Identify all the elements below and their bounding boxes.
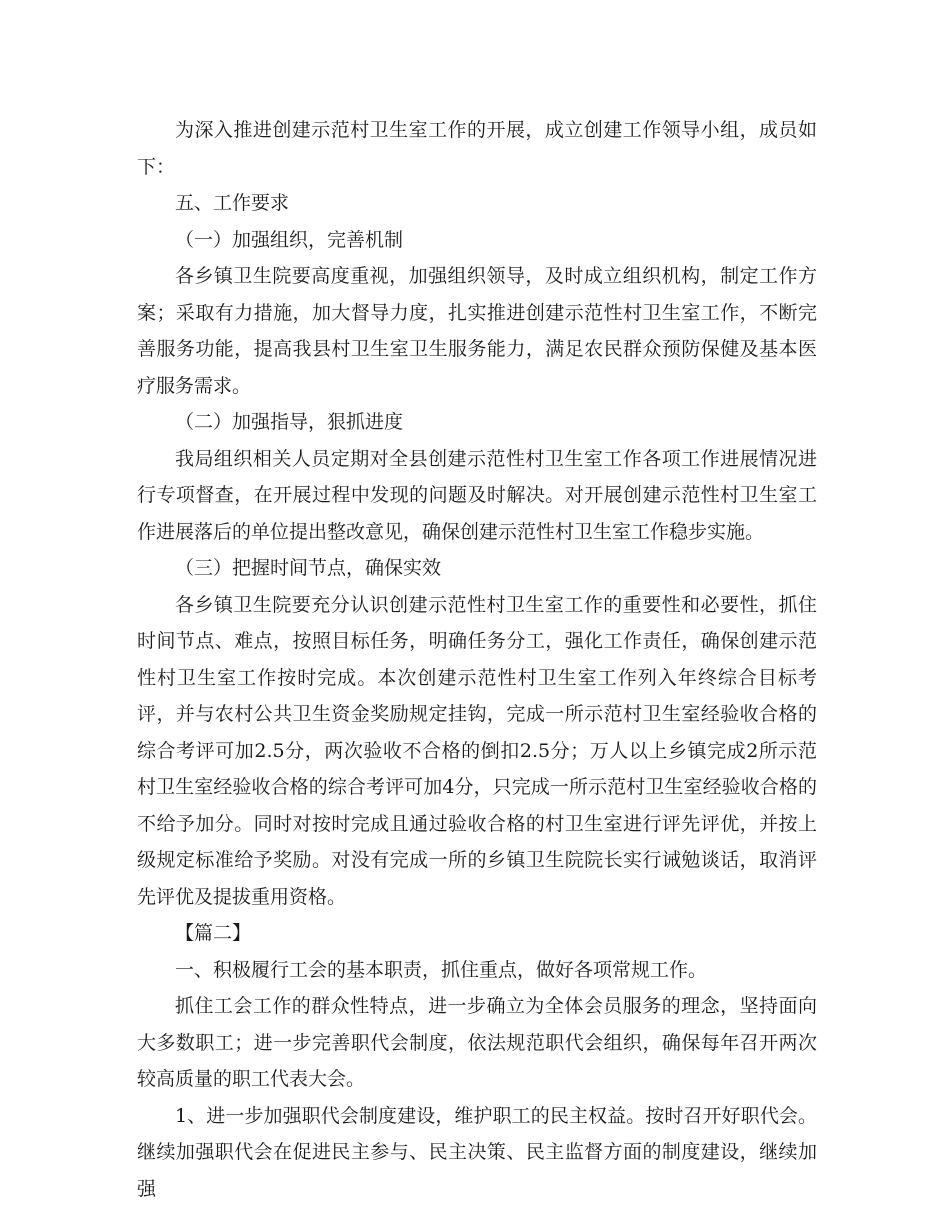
subheading-organization: （一）加强组织，完善机制 <box>175 228 404 251</box>
paragraph-intro: 为深入推进创建示范村卫生室工作的开展，成立创建工作领导小组，成员如下： <box>137 119 817 178</box>
section-marker-part-two: 【篇二】 <box>175 922 252 944</box>
section-heading-work-requirements: 五、工作要求 <box>175 192 290 214</box>
section-heading-union-duties: 一、积极履行工会的基本职责，抓住重点，做好各项常规工作。 <box>175 958 708 981</box>
document-body <box>137 112 817 1207</box>
paragraph-union-duties: 抓住工会工作的群众性特点，进一步确立为全体会员服务的理念，坚持面向大多数职工；进一步完善职代会制度，依法规范职代会组织，确保每年召开两次较高质量的职工代表大会。 <box>137 995 817 1090</box>
subheading-guidance: （二）加强指导，狠抓进度 <box>175 411 404 433</box>
paragraph-timeline: 各乡镇卫生院要充分认识创建示范性村卫生室工作的重要性和必要性，抓住时间节点、难点，按照目标任务，明确任务分工，强化工作责任，确保创建示范性村卫生室工作按时完成。本次创建示范性村卫生室工作列入年终综合目标考评，并与农村公共卫生资金奖励规定挂钩，完成一所示范村卫生室经验收合格的综合考评可加2.5分，两次验收不合格的倒扣2.5分；万人以上乡镇完成2所示范村卫生室经验收合格的综合考评可加4分，只完成一所示范村卫生室经验收合格的不给予加分。同时对按时完成且通过验收合格的村卫生室进行评先评优，并按上级规定标准给予奖励。对没有完成一所的乡镇卫生院院长实行诫勉谈话，取消评先评优及提拔重用资格。 <box>137 593 817 908</box>
paragraph-organization: 各乡镇卫生院要高度重视，加强组织领导，及时成立组织机构，制定工作方案；采取有力措施，加大督导力度，扎实推进创建示范性村卫生室工作，不断完善服务功能，提高我县村卫生室卫生服务能力，满足农民群众预防保健及基本医疗服务需求。 <box>137 265 817 397</box>
paragraph-congress-system: 1、进一步加强职代会制度建设，维护职工的民主权益。按时召开好职代会。继续加强职代会在促进民主参与、民主决策、民主监督方面的制度建设，继续加强 <box>137 1104 817 1200</box>
subheading-timeline: （三）把握时间节点，确保实效 <box>175 557 442 579</box>
paragraph-guidance: 我局组织相关人员定期对全县创建示范性村卫生室工作各项工作进展情况进行专项督查，在开展过程中发现的问题及时解决。对开展创建示范性村卫生室工作进展落后的单位提出整改意见，确保创建示范性村卫生室工作稳步实施。 <box>137 447 817 543</box>
